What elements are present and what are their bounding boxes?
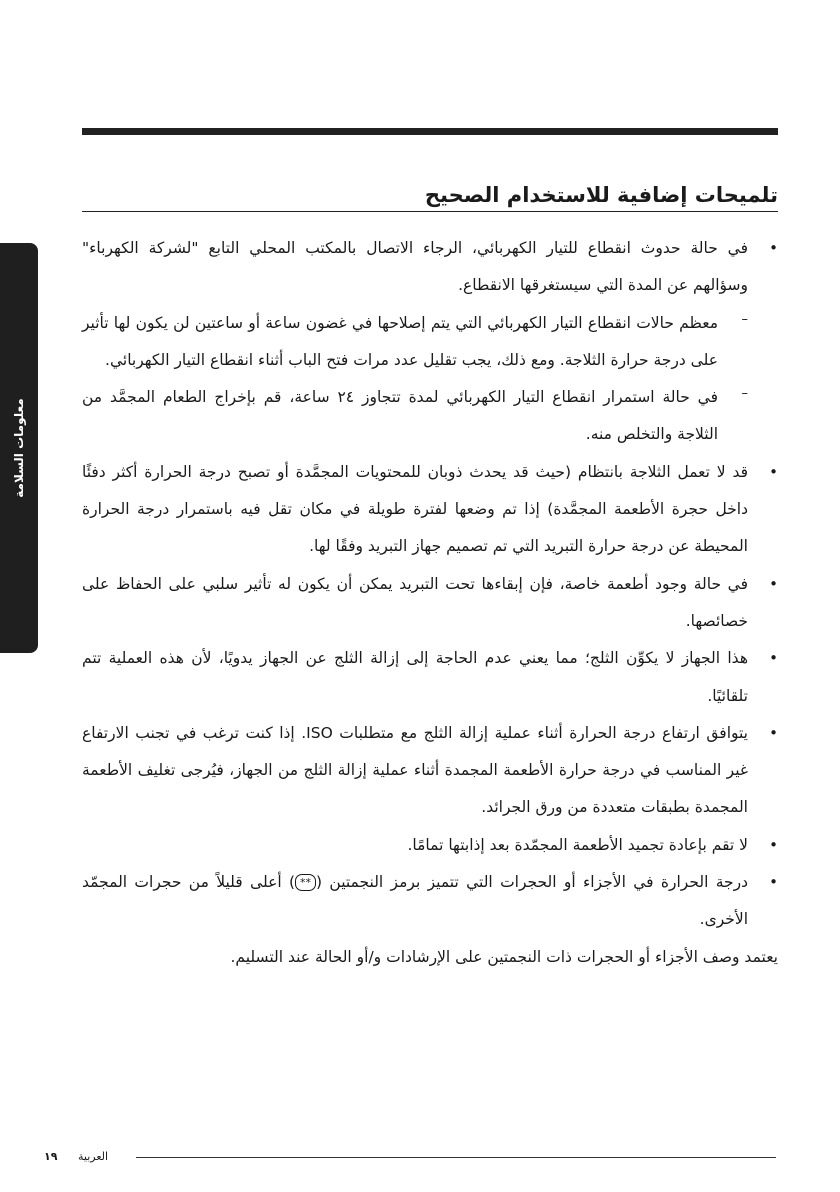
item-text-after: ) أعلى قليلاً من حجرات المجمّد الأخرى. — [82, 873, 748, 929]
page-number: ١٩ — [44, 1150, 58, 1163]
item-text: في حالة حدوث انقطاع للتيار الكهربائي، الرجاء الاتصال بالمكتب المحلي التابع "لشركة الكهرباء" وسؤالهم عن المدة التي سيستغرقها الانقطاع. — [82, 239, 748, 295]
two-star-icon: ** — [295, 874, 316, 891]
sub-item: – في حالة استمرار انقطاع التيار الكهربائي لمدة تتجاوز ٢٤ ساعة، قم بإخراج الطعام المجمَّد من الثلاجة والتخلص منه. — [82, 379, 748, 454]
top-rule — [82, 128, 778, 135]
sub-item: – معظم حالات انقطاع التيار الكهربائي التي يتم إصلاحها في غضون ساعة أو ساعتين لن يكون لها تأثير على درجة حرارة الثلاجة. ومع ذلك، يجب تقليل عدد مرات فتح الباب أثناء انقطاع التيار الكهربائي. — [82, 305, 748, 380]
section-side-tab — [0, 243, 38, 653]
section-title: تلميحات إضافية للاستخدام الصحيح — [424, 183, 778, 207]
tips-list — [82, 230, 778, 939]
list-item: • يتوافق ارتفاع درجة الحرارة أثناء عملية إزالة الثلج مع متطلبات ISO. إذا كنت ترغب في تجنب الارتفاع غير المناسب في درجة حرارة الأطعمة المجمدة أثناء عملية إزالة الثلج من الجهاز، فيُرجى تغليف الأطعمة المجمدة بطبقات متعددة من ورق الجرائد. — [82, 715, 778, 827]
content — [82, 230, 778, 976]
list-item: • في حالة وجود أطعمة خاصة، فإن إبقاءها تحت التبريد يمكن أن يكون له تأثير سلبي على الحفاظ على خصائصها. — [82, 566, 778, 641]
title-rule — [82, 211, 778, 212]
list-item: • قد لا تعمل الثلاجة بانتظام (حيث قد يحدث ذوبان للمحتويات المجمَّدة أو تصبح درجة الحرارة أكثر دفئًا داخل حجرة الأطعمة المجمَّدة) إذا تم وضعها لفترة طويلة في مكان تقل فيه باستمرار درجة الحرارة المحيطة عن درجة حرارة التبريد التي تم تصميم جهاز التبريد وفقًا لها. — [82, 454, 778, 566]
sub-list — [82, 305, 748, 454]
list-item: • لا تقم بإعادة تجميد الأطعمة المجمّدة بعد إذابتها تمامًا. — [82, 827, 778, 864]
footer-rule — [136, 1157, 776, 1158]
item-text-before: درجة الحرارة في الأجزاء أو الحجرات التي تتميز برمز النجمتين ( — [316, 873, 748, 892]
list-item — [82, 230, 778, 454]
list-item: • هذا الجهاز لا يكوِّن الثلج؛ مما يعني عدم الحاجة إلى إزالة الثلج عن الجهاز يدويًا، لأن هذه العملية تتم تلقائيًا. — [82, 640, 778, 715]
side-tab-label: معلومات السلامة — [12, 398, 26, 498]
closing-note: يعتمد وصف الأجزاء أو الحجرات ذات النجمتين على الإرشادات و/أو الحالة عند التسليم. — [230, 947, 778, 966]
list-item — [82, 864, 778, 939]
footer-language-label: العربية — [78, 1150, 109, 1163]
